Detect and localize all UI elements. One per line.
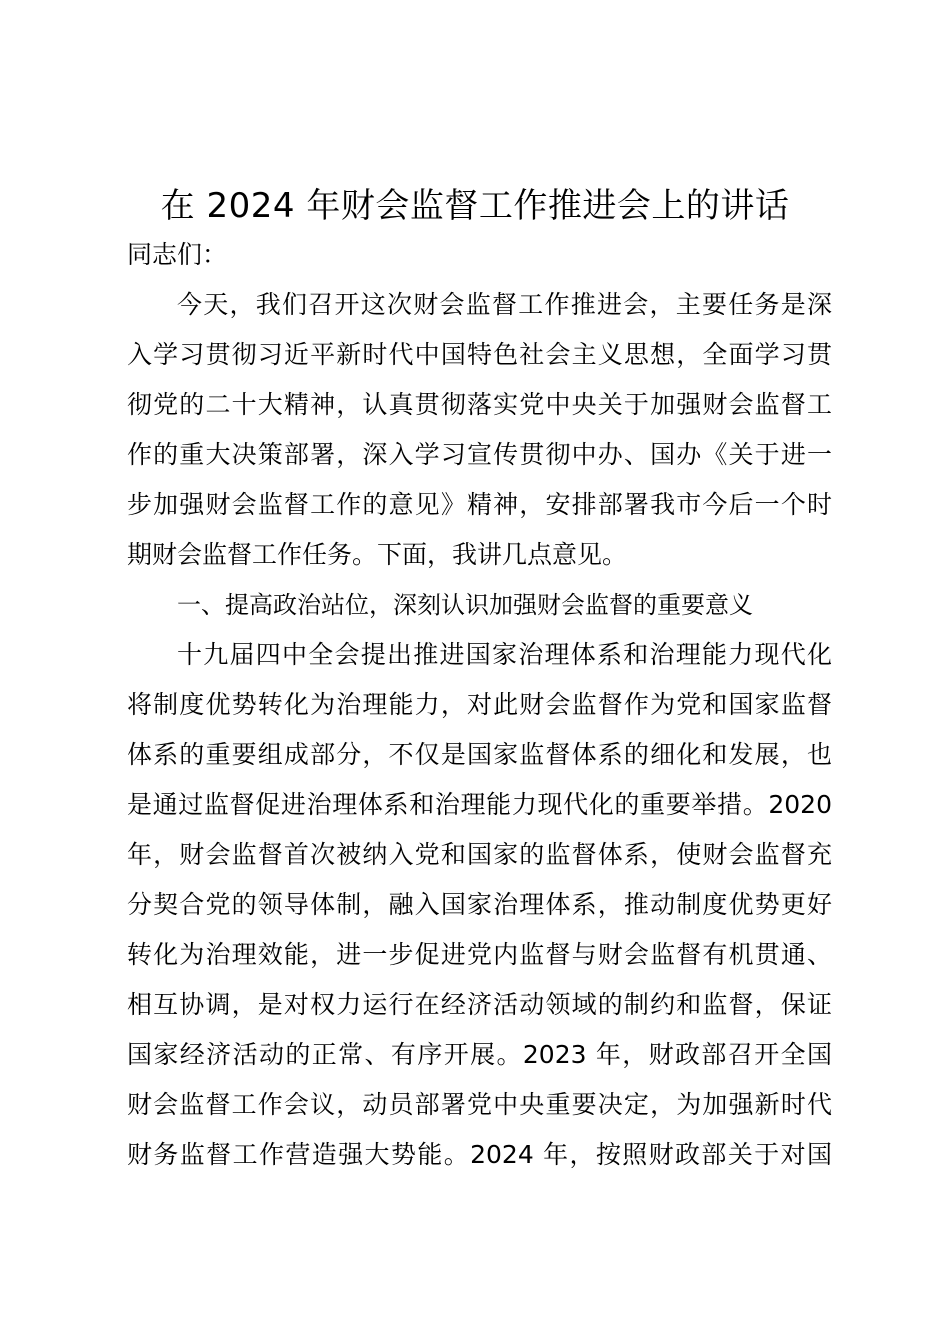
- body-line: 将制度优势转化为治理能力，对此财会监督作为党和国家监督: [127, 690, 832, 719]
- body-line: 是通过监督促进治理体系和治理能力现代化的重要举措。2020: [127, 790, 832, 819]
- body-line: 彻党的二十大精神，认真贯彻落实党中央关于加强财会监督工: [127, 390, 832, 419]
- section-heading: 一、提高政治站位，深刻认识加强财会监督的重要意义: [177, 591, 753, 619]
- body-line: 十九届四中全会提出推进国家治理体系和治理能力现代化: [177, 640, 832, 669]
- body-line: 期财会监督工作任务。下面，我讲几点意见。: [127, 540, 628, 569]
- body-line: 作的重大决策部署，深入学习宣传贯彻中办、国办《关于进一: [127, 440, 832, 469]
- body-line: 入学习贯彻习近平新时代中国特色社会主义思想，全面学习贯: [127, 340, 832, 369]
- body-line: 相互协调，是对权力运行在经济活动领域的制约和监督，保证: [127, 990, 832, 1019]
- body-line: 步加强财会监督工作的意见》精神，安排部署我市今后一个时: [127, 490, 832, 519]
- body-line: 体系的重要组成部分，不仅是国家监督体系的细化和发展，也: [127, 740, 832, 769]
- body-line: 国家经济活动的正常、有序开展。2023 年，财政部召开全国: [127, 1040, 832, 1069]
- body-line: 今天，我们召开这次财会监督工作推进会，主要任务是深: [177, 290, 832, 319]
- body-line: 分契合党的领导体制，融入国家治理体系，推动制度优势更好: [127, 890, 832, 919]
- document-title: 在 2024 年财会监督工作推进会上的讲话: [160, 186, 790, 226]
- salutation: 同志们：: [127, 240, 228, 269]
- body-line: 财务监督工作营造强大势能。2024 年，按照财政部关于对国: [127, 1140, 832, 1169]
- body-line: 转化为治理效能，进一步促进党内监督与财会监督有机贯通、: [127, 940, 832, 969]
- body-line: 财会监督工作会议，动员部署党中央重要决定，为加强新时代: [127, 1090, 832, 1119]
- body-line: 年，财会监督首次被纳入党和国家的监督体系，使财会监督充: [127, 840, 832, 869]
